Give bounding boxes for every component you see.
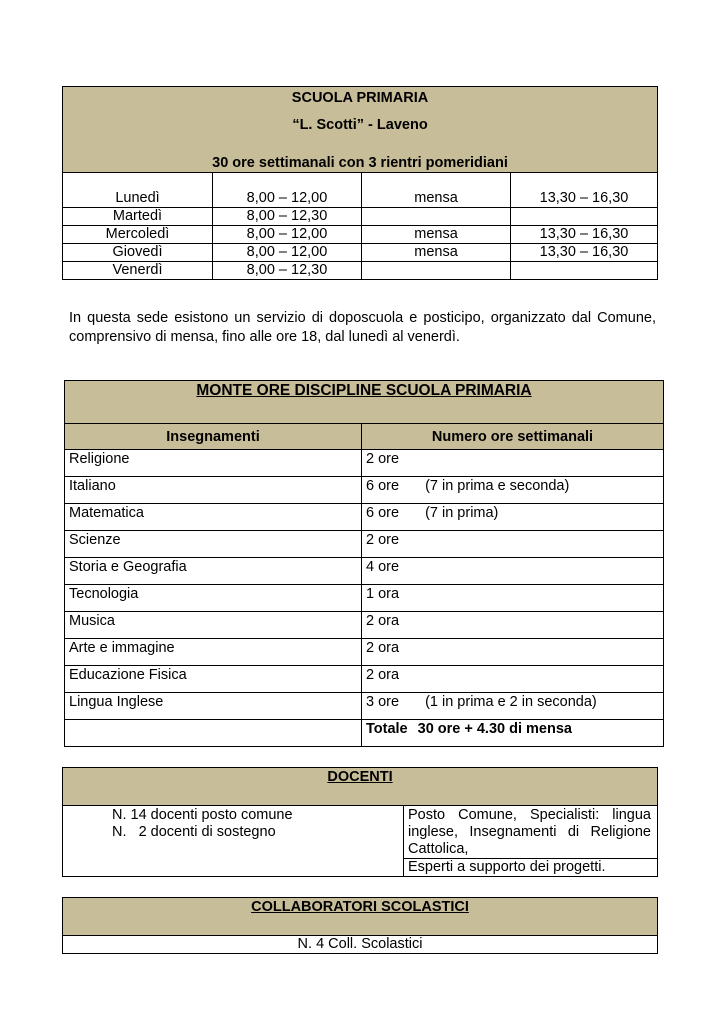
subject-hours: 2 ora xyxy=(366,640,400,656)
column-header-hours: Numero ore settimanali xyxy=(362,424,664,450)
afternoon-cell xyxy=(511,208,658,226)
total-row xyxy=(65,720,664,747)
schedule-subtitle: “L. Scotti” - Laveno xyxy=(292,117,428,133)
lunch-cell: mensa xyxy=(362,244,511,262)
day-cell: Giovedì xyxy=(63,244,213,262)
subject-hours-cell xyxy=(362,450,664,477)
table-row xyxy=(63,806,658,859)
teachers-title: DOCENTI xyxy=(63,768,658,806)
subject-name: Lingua Inglese xyxy=(65,693,362,720)
subject-note: (1 in prima e 2 in seconda) xyxy=(425,694,597,710)
teachers-experts: Esperti a supporto dei progetti. xyxy=(404,859,658,877)
afternoon-cell: 13,30 – 16,30 xyxy=(511,173,658,208)
table-row xyxy=(65,639,664,666)
subject-hours-cell xyxy=(362,612,664,639)
schedule-hours-note: 30 ore settimanali con 3 rientri pomeridiani xyxy=(212,155,508,171)
afternoon-cell: 13,30 – 16,30 xyxy=(511,226,658,244)
total-empty-cell xyxy=(65,720,362,747)
teachers-support-count: N. 2 docenti di sostegno xyxy=(112,824,276,840)
teachers-common-count: N. 14 docenti posto comune xyxy=(112,807,293,823)
subject-hours-cell xyxy=(362,639,664,666)
afternoon-cell xyxy=(511,262,658,280)
table-row xyxy=(63,262,658,280)
table-row xyxy=(65,504,664,531)
lunch-cell: mensa xyxy=(362,173,511,208)
total-cell xyxy=(362,720,664,747)
morning-cell: 8,00 – 12,00 xyxy=(213,226,362,244)
subject-name: Musica xyxy=(65,612,362,639)
table-row xyxy=(63,208,658,226)
service-paragraph: In questa sede esistono un servizio di doposcuola e posticipo, organizzato dal Comune, comprensivo di mensa, fino alle ore 18, dal lunedì al venerdì. xyxy=(69,310,656,345)
subject-hours: 6 ore xyxy=(366,505,400,521)
teachers-roles: Posto Comune, Specialisti: lingua inglese, Insegnamenti di Religione Cattolica, xyxy=(404,806,658,859)
staff-title: COLLABORATORI SCOLASTICI xyxy=(63,898,658,936)
lunch-cell xyxy=(362,262,511,280)
schedule-title: SCUOLA PRIMARIA xyxy=(291,90,429,106)
subject-note: (7 in prima) xyxy=(425,505,499,521)
subject-hours-cell xyxy=(362,531,664,558)
morning-cell: 8,00 – 12,00 xyxy=(213,173,362,208)
staff-table xyxy=(62,897,658,954)
subject-note: (7 in prima e seconda) xyxy=(425,478,570,494)
subject-hours: 1 ora xyxy=(366,586,400,602)
day-cell: Martedì xyxy=(63,208,213,226)
total-label: Totale xyxy=(366,721,408,737)
subject-hours-cell xyxy=(362,558,664,585)
lunch-cell xyxy=(362,208,511,226)
morning-cell: 8,00 – 12,30 xyxy=(213,262,362,280)
subjects-title: MONTE ORE DISCIPLINE SCUOLA PRIMARIA xyxy=(65,381,664,424)
table-row xyxy=(65,450,664,477)
staff-count: N. 4 Coll. Scolastici xyxy=(63,936,658,954)
subject-hours: 2 ore xyxy=(366,532,400,548)
teachers-counts xyxy=(63,806,404,877)
subject-name: Italiano xyxy=(65,477,362,504)
subject-name: Tecnologia xyxy=(65,585,362,612)
subject-name: Religione xyxy=(65,450,362,477)
total-value: 30 ore + 4.30 di mensa xyxy=(417,721,572,737)
subject-hours: 2 ora xyxy=(366,613,400,629)
morning-cell: 8,00 – 12,00 xyxy=(213,244,362,262)
subject-hours-cell xyxy=(362,666,664,693)
subject-name: Scienze xyxy=(65,531,362,558)
table-row xyxy=(65,531,664,558)
table-row xyxy=(65,477,664,504)
subject-name: Storia e Geografia xyxy=(65,558,362,585)
lunch-cell: mensa xyxy=(362,226,511,244)
table-row xyxy=(65,666,664,693)
table-row xyxy=(65,558,664,585)
subjects-table xyxy=(64,380,664,747)
subject-hours-cell xyxy=(362,693,664,720)
subject-name: Matematica xyxy=(65,504,362,531)
subject-hours: 6 ore xyxy=(366,478,400,494)
subject-name: Educazione Fisica xyxy=(65,666,362,693)
column-header-subjects: Insegnamenti xyxy=(65,424,362,450)
morning-cell: 8,00 – 12,30 xyxy=(213,208,362,226)
subject-hours-cell xyxy=(362,585,664,612)
day-cell: Lunedì xyxy=(63,173,213,208)
table-row xyxy=(63,173,658,208)
table-row xyxy=(63,226,658,244)
schedule-table xyxy=(62,86,658,280)
table-row xyxy=(63,244,658,262)
day-cell: Mercoledì xyxy=(63,226,213,244)
subject-hours: 4 ore xyxy=(366,559,400,575)
subject-hours: 2 ora xyxy=(366,667,400,683)
subject-hours-cell xyxy=(362,504,664,531)
subject-name: Arte e immagine xyxy=(65,639,362,666)
table-row xyxy=(65,612,664,639)
table-row xyxy=(65,693,664,720)
teachers-table xyxy=(62,767,658,877)
subject-hours: 2 ore xyxy=(366,451,400,467)
subject-hours-cell xyxy=(362,477,664,504)
afternoon-cell: 13,30 – 16,30 xyxy=(511,244,658,262)
table-row xyxy=(65,585,664,612)
day-cell: Venerdì xyxy=(63,262,213,280)
subject-hours: 3 ore xyxy=(366,694,400,710)
schedule-header xyxy=(63,87,658,173)
